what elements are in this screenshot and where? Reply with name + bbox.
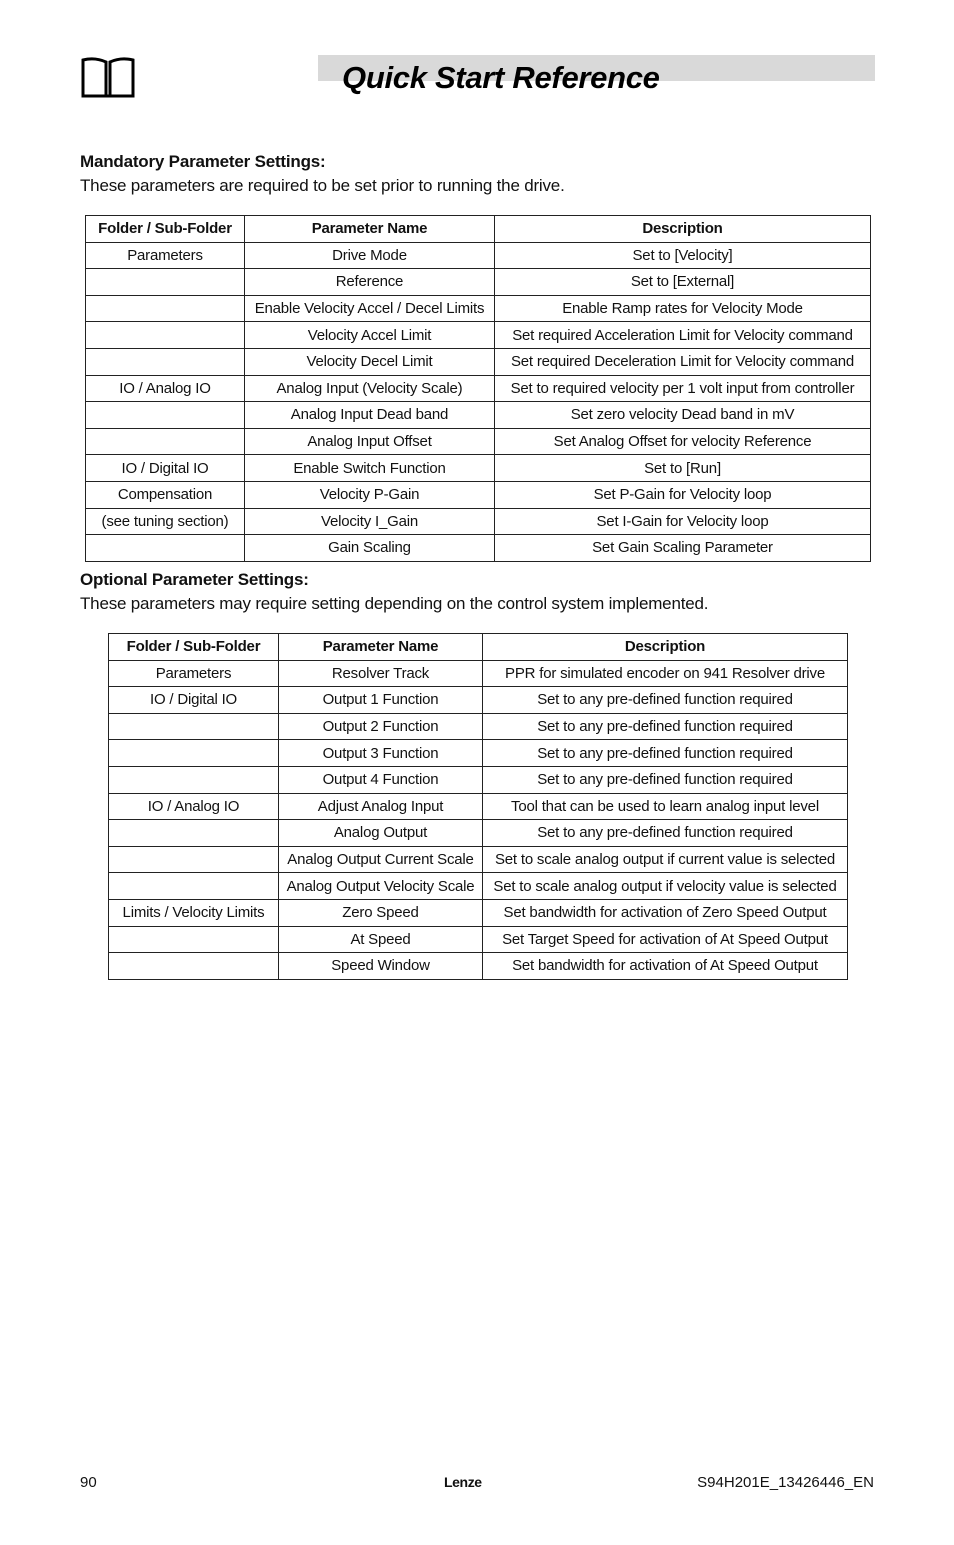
column-header: Folder / Sub-Folder	[109, 634, 279, 661]
table-cell: Parameters	[86, 242, 245, 269]
table-row	[86, 322, 871, 349]
table-header-row	[109, 634, 848, 661]
table-cell: IO / Analog IO	[86, 375, 245, 402]
table-row	[86, 428, 871, 455]
table-cell: Enable Velocity Accel / Decel Limits	[245, 295, 495, 322]
table-cell: Drive Mode	[245, 242, 495, 269]
table-cell: Set to scale analog output if velocity value is selected	[483, 873, 848, 900]
column-header: Parameter Name	[279, 634, 483, 661]
table-cell: Speed Window	[279, 953, 483, 980]
table-cell	[86, 348, 245, 375]
table-cell: Parameters	[109, 660, 279, 687]
table-cell: Set required Deceleration Limit for Velocity command	[495, 348, 871, 375]
column-header: Description	[495, 216, 871, 243]
table-cell: Set bandwidth for activation of At Speed Output	[483, 953, 848, 980]
table-row	[109, 740, 848, 767]
column-header: Parameter Name	[245, 216, 495, 243]
mandatory-heading: Mandatory Parameter Settings:	[80, 152, 326, 171]
table-row	[109, 766, 848, 793]
table-row	[86, 295, 871, 322]
table-cell: Set to scale analog output if current value is selected	[483, 846, 848, 873]
table-cell	[109, 953, 279, 980]
table-cell: IO / Digital IO	[86, 455, 245, 482]
table-cell: (see tuning section)	[86, 508, 245, 535]
table-cell: Output 2 Function	[279, 713, 483, 740]
table-cell: Analog Output	[279, 820, 483, 847]
table-cell	[86, 295, 245, 322]
table-cell: Tool that can be used to learn analog input level	[483, 793, 848, 820]
table-cell: Set I-Gain for Velocity loop	[495, 508, 871, 535]
optional-intro: These parameters may require setting depending on the control system implemented.	[80, 594, 709, 613]
table-cell: Analog Output Current Scale	[279, 846, 483, 873]
table-cell: Adjust Analog Input	[279, 793, 483, 820]
book-icon	[81, 56, 135, 100]
page-title: Quick Start Reference	[342, 60, 660, 95]
table-cell: Velocity Accel Limit	[245, 322, 495, 349]
table-row	[109, 873, 848, 900]
table-row	[86, 242, 871, 269]
table-row	[109, 846, 848, 873]
table-cell: Output 4 Function	[279, 766, 483, 793]
table-cell	[86, 428, 245, 455]
table-cell	[86, 535, 245, 562]
table-cell: Gain Scaling	[245, 535, 495, 562]
table-row	[86, 508, 871, 535]
table-cell: Zero Speed	[279, 899, 483, 926]
table-cell	[109, 713, 279, 740]
table-row	[86, 535, 871, 562]
table-cell: Set to [Run]	[495, 455, 871, 482]
table-cell: Reference	[245, 269, 495, 296]
table-cell: Set P-Gain for Velocity loop	[495, 481, 871, 508]
table-cell	[109, 820, 279, 847]
table-header-row	[86, 216, 871, 243]
table-row	[86, 455, 871, 482]
table-row	[109, 660, 848, 687]
table-row	[109, 713, 848, 740]
table-cell: Set to any pre-defined function required	[483, 713, 848, 740]
optional-heading: Optional Parameter Settings:	[80, 570, 309, 589]
table-cell	[109, 766, 279, 793]
table-cell: Set to required velocity per 1 volt input from controller	[495, 375, 871, 402]
table-row	[109, 899, 848, 926]
table-cell: Enable Switch Function	[245, 455, 495, 482]
table-cell: At Speed	[279, 926, 483, 953]
table-cell: Resolver Track	[279, 660, 483, 687]
column-header: Folder / Sub-Folder	[86, 216, 245, 243]
table-cell: Set zero velocity Dead band in mV	[495, 402, 871, 429]
table-cell	[109, 740, 279, 767]
table-cell: Set to any pre-defined function required	[483, 820, 848, 847]
table-row	[109, 926, 848, 953]
table-row	[86, 375, 871, 402]
table-cell: Output 3 Function	[279, 740, 483, 767]
table-row	[109, 953, 848, 980]
table-cell: Analog Input Dead band	[245, 402, 495, 429]
table-row	[109, 820, 848, 847]
table-cell: Velocity Decel Limit	[245, 348, 495, 375]
table-cell: Analog Output Velocity Scale	[279, 873, 483, 900]
document-id: S94H201E_13426446_EN	[697, 1474, 874, 1491]
table-cell: Set required Acceleration Limit for Velocity command	[495, 322, 871, 349]
table-row	[86, 348, 871, 375]
table-row	[109, 793, 848, 820]
table-cell: Set to any pre-defined function required	[483, 740, 848, 767]
table-cell: Set Gain Scaling Parameter	[495, 535, 871, 562]
table-cell	[86, 322, 245, 349]
table-cell: Set to [External]	[495, 269, 871, 296]
table-cell	[109, 873, 279, 900]
table-cell: Set Target Speed for activation of At Speed Output	[483, 926, 848, 953]
table-cell: Compensation	[86, 481, 245, 508]
table-cell: Velocity I_Gain	[245, 508, 495, 535]
page-number: 90	[80, 1474, 97, 1491]
table-cell: Set to [Velocity]	[495, 242, 871, 269]
table-row	[86, 402, 871, 429]
mandatory-parameters-table	[85, 215, 871, 562]
table-row	[109, 687, 848, 714]
table-cell	[109, 846, 279, 873]
table-cell	[86, 402, 245, 429]
optional-parameters-table	[108, 633, 848, 980]
column-header: Description	[483, 634, 848, 661]
table-cell: Limits / Velocity Limits	[109, 899, 279, 926]
table-row	[86, 481, 871, 508]
table-cell: Set Analog Offset for velocity Reference	[495, 428, 871, 455]
table-cell: Analog Input (Velocity Scale)	[245, 375, 495, 402]
table-row	[86, 269, 871, 296]
brand-logo: Lenze	[444, 1474, 482, 1490]
table-cell	[86, 269, 245, 296]
table-cell: Enable Ramp rates for Velocity Mode	[495, 295, 871, 322]
table-cell: Set to any pre-defined function required	[483, 766, 848, 793]
table-cell: IO / Digital IO	[109, 687, 279, 714]
table-cell: Velocity P-Gain	[245, 481, 495, 508]
table-cell: PPR for simulated encoder on 941 Resolver drive	[483, 660, 848, 687]
table-cell	[109, 926, 279, 953]
table-cell: Analog Input Offset	[245, 428, 495, 455]
table-cell: Output 1 Function	[279, 687, 483, 714]
table-cell: IO / Analog IO	[109, 793, 279, 820]
mandatory-intro: These parameters are required to be set prior to running the drive.	[80, 176, 565, 195]
table-cell: Set to any pre-defined function required	[483, 687, 848, 714]
table-cell: Set bandwidth for activation of Zero Speed Output	[483, 899, 848, 926]
